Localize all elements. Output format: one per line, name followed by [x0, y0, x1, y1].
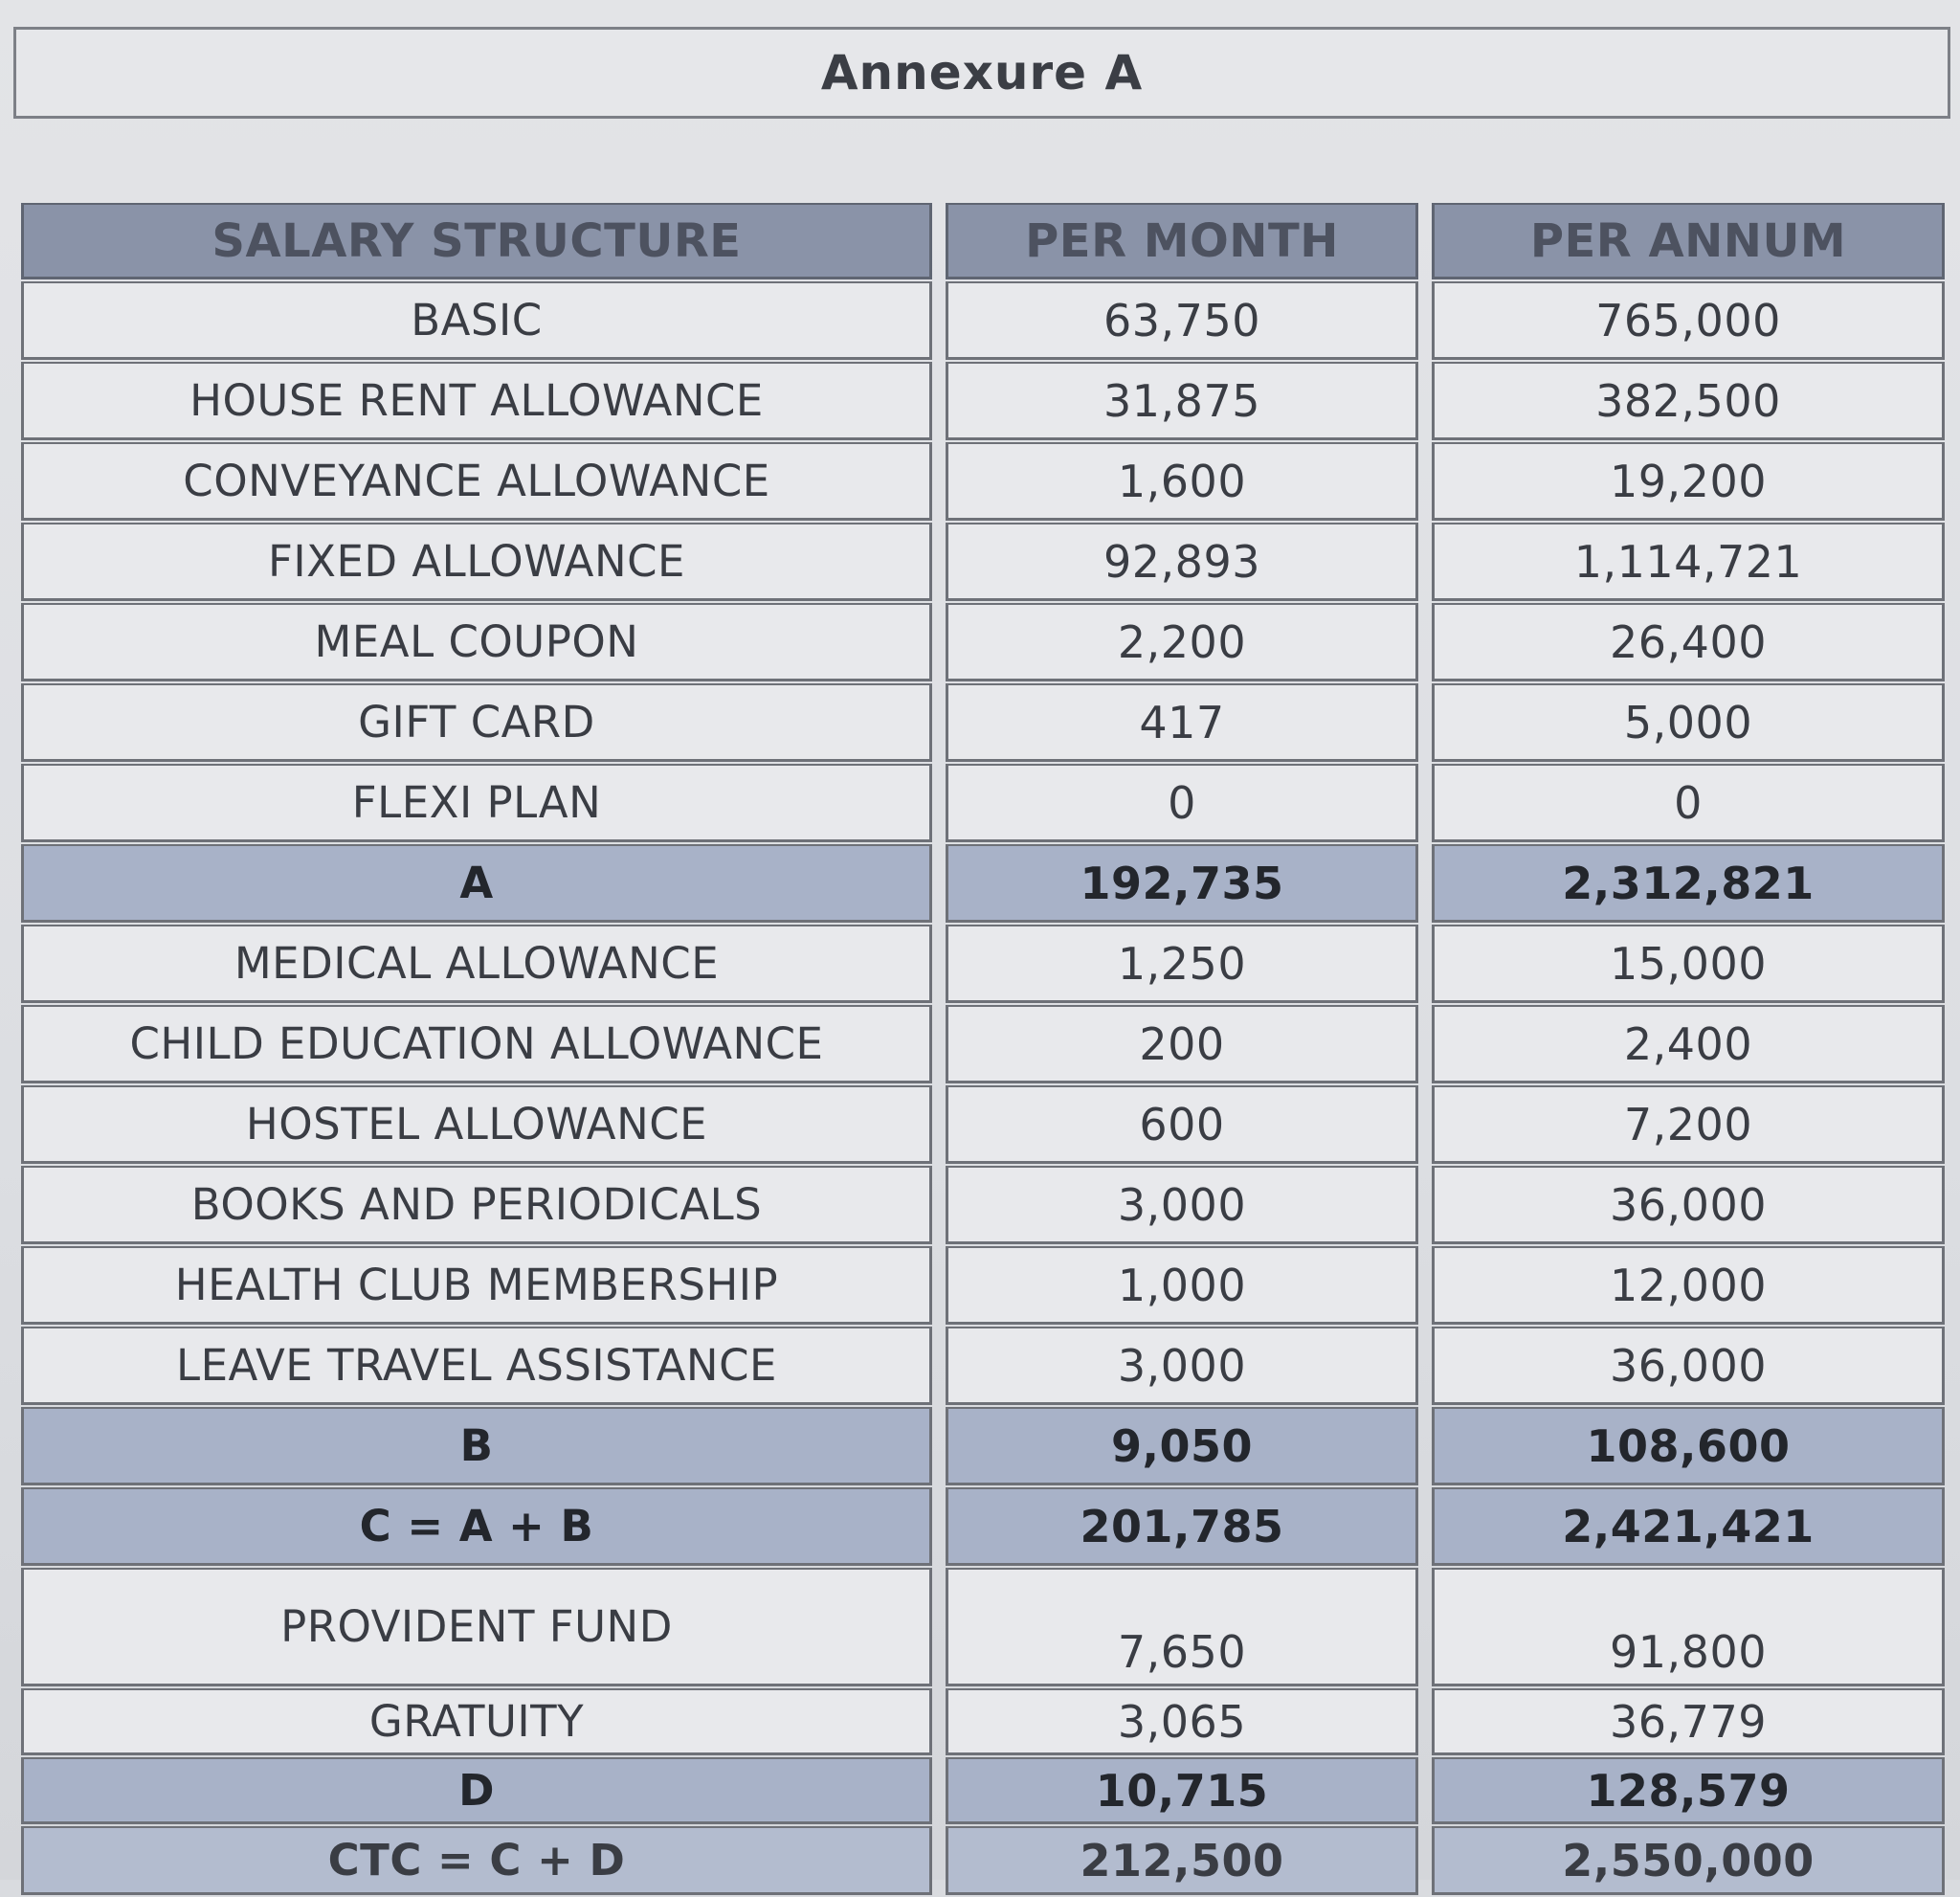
table-cell-label: FIXED ALLOWANCE — [21, 523, 932, 601]
table-cell-label: BOOKS AND PERIODICALS — [21, 1166, 932, 1244]
table-cell-per-month: 7,650 — [946, 1568, 1418, 1686]
table-cell-per-month: 2,200 — [946, 603, 1418, 681]
table-cell-label: FLEXI PLAN — [21, 764, 932, 842]
table-cell-label: PROVIDENT FUND — [21, 1568, 932, 1686]
title-box — [13, 27, 1950, 119]
table-cell-per-month: 200 — [946, 1005, 1418, 1083]
table-cell-per-annum: 2,312,821 — [1432, 844, 1945, 923]
table-cell-per-month: 201,785 — [946, 1487, 1418, 1566]
table-cell-per-annum: 19,200 — [1432, 442, 1945, 521]
table-cell-label: B — [21, 1407, 932, 1485]
table-cell-per-annum: 128,579 — [1432, 1757, 1945, 1824]
page-title: Annexure A — [820, 45, 1144, 100]
header-per-annum: PER ANNUM — [1432, 203, 1945, 279]
table-cell-per-month: 3,000 — [946, 1166, 1418, 1244]
table-cell-per-month: 10,715 — [946, 1757, 1418, 1824]
table-cell-label: MEAL COUPON — [21, 603, 932, 681]
table-cell-label: CTC = C + D — [21, 1826, 932, 1895]
table-cell-per-annum: 108,600 — [1432, 1407, 1945, 1485]
table-cell-per-annum: 26,400 — [1432, 603, 1945, 681]
table-cell-per-month: 192,735 — [946, 844, 1418, 923]
table-cell-label: BASIC — [21, 281, 932, 360]
table-cell-per-annum: 1,114,721 — [1432, 523, 1945, 601]
table-cell-label: HEALTH CLUB MEMBERSHIP — [21, 1246, 932, 1325]
table-cell-per-annum: 5,000 — [1432, 683, 1945, 762]
table-cell-per-annum: 765,000 — [1432, 281, 1945, 360]
table-cell-per-annum: 91,800 — [1432, 1568, 1945, 1686]
table-cell-per-month: 92,893 — [946, 523, 1418, 601]
table-cell-label: C = A + B — [21, 1487, 932, 1566]
table-cell-label: HOSTEL ALLOWANCE — [21, 1085, 932, 1164]
table-cell-per-annum: 0 — [1432, 764, 1945, 842]
table-cell-per-annum: 2,421,421 — [1432, 1487, 1945, 1566]
table-cell-per-month: 3,000 — [946, 1327, 1418, 1405]
table-cell-per-annum: 36,779 — [1432, 1688, 1945, 1755]
table-cell-per-month: 600 — [946, 1085, 1418, 1164]
table-cell-per-month: 3,065 — [946, 1688, 1418, 1755]
table-cell-per-month: 417 — [946, 683, 1418, 762]
table-cell-label: GIFT CARD — [21, 683, 932, 762]
table-cell-label: GRATUITY — [21, 1688, 932, 1755]
header-salary-structure: SALARY STRUCTURE — [21, 203, 932, 279]
table-cell-label: LEAVE TRAVEL ASSISTANCE — [21, 1327, 932, 1405]
table-cell-label: CHILD EDUCATION ALLOWANCE — [21, 1005, 932, 1083]
table-cell-per-month: 31,875 — [946, 362, 1418, 440]
table-cell-label: D — [21, 1757, 932, 1824]
table-cell-per-annum: 12,000 — [1432, 1246, 1945, 1325]
table-cell-per-month: 1,250 — [946, 925, 1418, 1003]
table-cell-per-annum: 2,550,000 — [1432, 1826, 1945, 1895]
table-cell-per-month: 1,000 — [946, 1246, 1418, 1325]
table-cell-label: A — [21, 844, 932, 923]
table-cell-per-annum: 15,000 — [1432, 925, 1945, 1003]
table-cell-per-month: 1,600 — [946, 442, 1418, 521]
table-cell-label: HOUSE RENT ALLOWANCE — [21, 362, 932, 440]
table-cell-per-annum: 36,000 — [1432, 1327, 1945, 1405]
table-cell-per-month: 212,500 — [946, 1826, 1418, 1895]
table-cell-label: MEDICAL ALLOWANCE — [21, 925, 932, 1003]
table-cell-per-month: 0 — [946, 764, 1418, 842]
table-cell-per-annum: 382,500 — [1432, 362, 1945, 440]
table-cell-per-annum: 2,400 — [1432, 1005, 1945, 1083]
table-cell-per-month: 63,750 — [946, 281, 1418, 360]
header-per-month: PER MONTH — [946, 203, 1418, 279]
table-cell-per-annum: 7,200 — [1432, 1085, 1945, 1164]
salary-structure-table — [21, 203, 1945, 1897]
table-cell-label: CONVEYANCE ALLOWANCE — [21, 442, 932, 521]
table-cell-per-annum: 36,000 — [1432, 1166, 1945, 1244]
table-cell-per-month: 9,050 — [946, 1407, 1418, 1485]
